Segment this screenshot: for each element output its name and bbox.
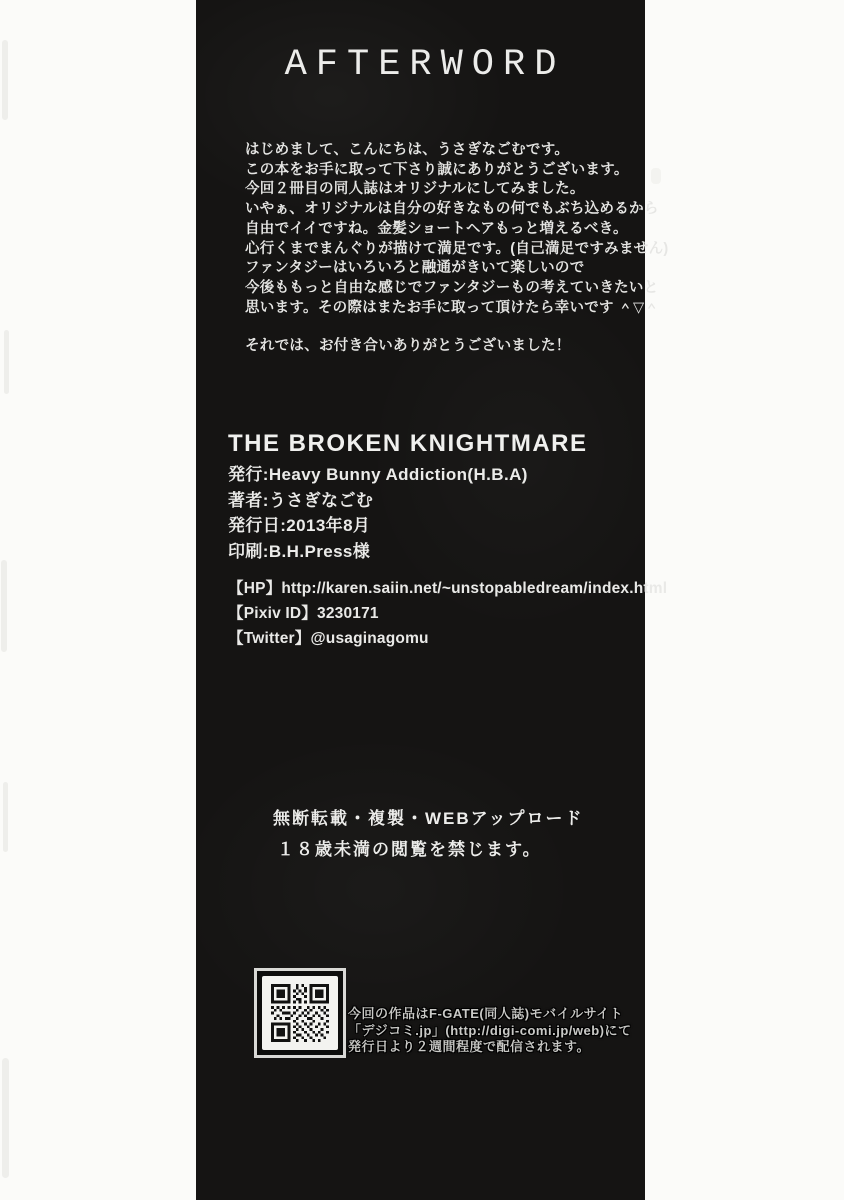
- afterword-text: [245, 141, 669, 318]
- age-restriction-line: １８歳未満の閲覧を禁じます。: [277, 840, 542, 859]
- qr-code-inner: [262, 976, 338, 1050]
- page-title: AFTERWORD: [284, 44, 566, 86]
- no-reproduction-line: 無断転載・複製・WEBアップロード: [273, 809, 584, 828]
- afterword-line: 今回２冊目の同人誌はオリジナルにしてみました。: [245, 181, 585, 198]
- afterword-line: この本をお手に取って下さり誠にありがとうございます。: [245, 161, 629, 178]
- contact-block: [228, 577, 667, 651]
- author-line: 著者:うさぎなごむ: [228, 490, 374, 510]
- distribution-line: 発行日より２週間程度で配信されます。: [348, 1039, 590, 1054]
- afterword-line: はじめまして、こんにちは、うさぎなごむです。: [245, 142, 570, 158]
- pub-date-line: 発行日:2013年8月: [228, 516, 371, 536]
- qr-code-pattern: [271, 984, 329, 1042]
- scan-artifact: [2, 40, 8, 120]
- afterword-line: いやぁ、オリジナルは自分の好きなもの何でもぶち込めるから: [245, 201, 659, 218]
- scan-artifact: [4, 330, 9, 394]
- twitter-handle: 【Twitter】@usaginagomu: [228, 629, 429, 647]
- qr-code: [254, 968, 346, 1058]
- printer-line: 印刷:B.H.Press様: [228, 542, 371, 562]
- scan-artifact: [2, 1058, 9, 1178]
- afterword-page: [196, 0, 669, 1200]
- afterword-line: 今後ももっと自由な感じでファンタジーもの考えていきたいと: [245, 279, 659, 296]
- distribution-line: 今回の作品はF-GATE(同人誌)モバイルサイト: [348, 1006, 624, 1021]
- afterword-line: 自由でイイですね。金髪ショートヘアもっと増えるべき。: [245, 220, 628, 237]
- afterword-line: 思います。その際はまたお手に取って頂けたら幸いです ＾▽＾: [245, 299, 660, 316]
- pixiv-id: 【Pixiv ID】3230171: [228, 604, 379, 622]
- afterword-closing: それでは、お付き合いありがとうございました！: [245, 338, 571, 354]
- digital-distribution-notice: [348, 1006, 632, 1056]
- book-title: THE BROKEN KNIGHTMARE: [228, 430, 588, 457]
- copyright-notice: [273, 803, 583, 865]
- colophon-block: [228, 462, 528, 565]
- scan-artifact: [651, 168, 661, 184]
- scan-artifact: [1, 560, 7, 652]
- scan-artifact: [3, 782, 8, 852]
- afterword-line: ファンタジーはいろいろと融通がきいて楽しいので: [245, 260, 585, 277]
- afterword-line: 心行くまでまんぐりが描けて満足です。(自己満足ですみません): [245, 240, 669, 257]
- distribution-line: 「デジコミ.jp」(http://digi-comi.jp/web)にて: [348, 1022, 632, 1038]
- homepage-url: 【HP】http://karen.saiin.net/~unstopabledream/index.html: [228, 580, 668, 597]
- publisher-line: 発行:Heavy Bunny Addiction(H.B.A): [228, 465, 528, 484]
